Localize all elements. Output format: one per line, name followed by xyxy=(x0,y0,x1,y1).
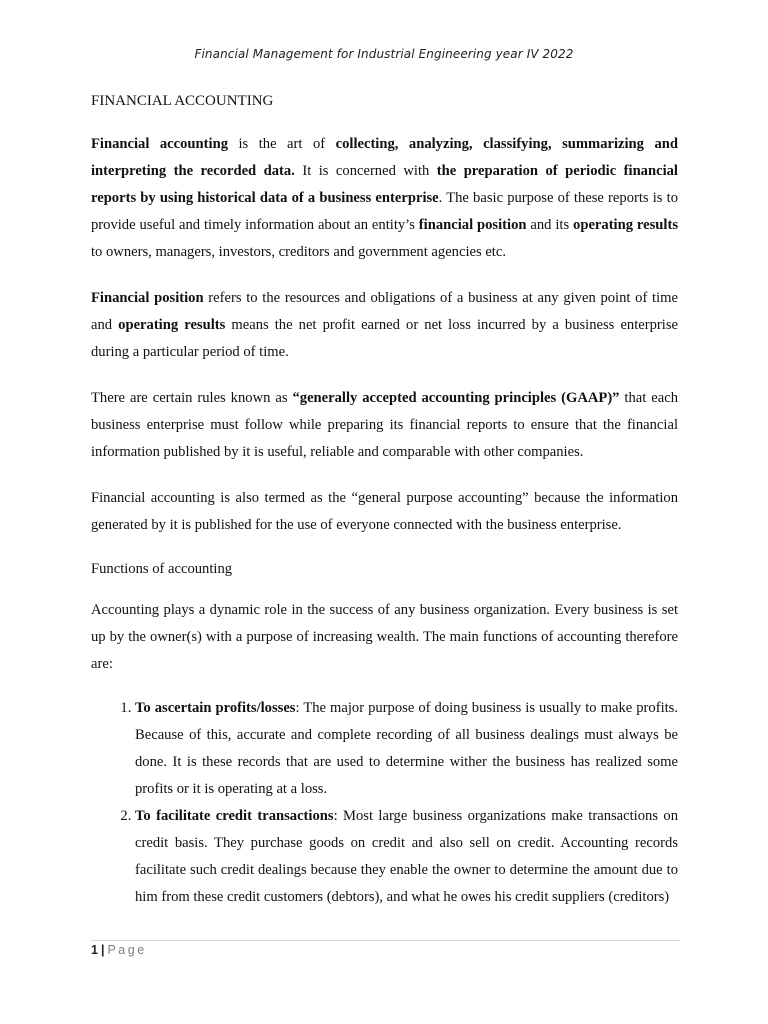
bold-term: Financial position xyxy=(91,290,204,306)
bold-term: the preparation of periodic financial reports by using historical data of a business enterprise xyxy=(91,163,678,206)
bold-term: “generally accepted accounting principles (GAAP)” xyxy=(292,390,620,406)
paragraph-general-purpose: Financial accounting is also termed as the “general purpose accounting” because the information generated by it is published for the use of everyone connected with the business enterprise. xyxy=(91,490,678,533)
bold-term: collecting, analyzing, classifying, summarizing and interpreting the recorded data. xyxy=(91,136,679,179)
paragraph-definition: Financial accounting is the art of collecting, analyzing, classifying, summarizing and interpreting the recorded data. It is concerned with the preparation of periodic financial reports by using historical data of a business enterprise. The basic purpose of these reports is to provide useful and timely information about an entity’s financial position and its operating results to owners, managers, investors, creditors and government agencies etc. xyxy=(91,136,679,260)
list-item-body: : Most large business organizations make transactions on credit basis. They purchase goods on credit and also sell on credit. Accounting records facilitate such credit dealings because they enable the owner to determine the amount due to him from these credit customers (debtors), and what he owes his credit suppliers (creditors) xyxy=(135,808,678,905)
running-header: Financial Management for Industrial Engineering year IV 2022 xyxy=(194,47,574,61)
bold-term: financial position xyxy=(418,217,527,233)
bold-term: Financial accounting xyxy=(91,136,228,152)
list-item-title: To ascertain profits/losses xyxy=(135,700,296,716)
paragraph-financial-position: Financial position refers to the resources and obligations of a business at any given point of time and operating results means the net profit earned or net loss incurred by a business enterprise during a particular period of time. xyxy=(91,290,678,360)
paragraph-functions-intro: Accounting plays a dynamic role in the success of any business organization. Every business is set up by the owner(s) with a purpose of increasing wealth. The main functions of accounting therefore are: xyxy=(91,602,678,672)
subheading-functions: Functions of accounting xyxy=(91,561,233,577)
list-item-title: To facilitate credit transactions xyxy=(135,808,334,824)
footer-divider xyxy=(91,940,680,941)
footer-separator: | xyxy=(100,943,105,957)
list-item xyxy=(135,803,678,911)
bold-term: operating results xyxy=(118,317,226,333)
page-label: Page xyxy=(107,943,147,957)
section-heading: FINANCIAL ACCOUNTING xyxy=(91,93,274,109)
page-number: 1 xyxy=(91,943,98,957)
list-item-body: : The major purpose of doing business is usually to make profits. Because of this, accurate and complete recording of all business dealings must always be done. It is these records that are used to determine wither the business has realized some profits or it is operating at a loss. xyxy=(135,700,679,797)
page-footer xyxy=(91,943,147,957)
bold-term: operating results xyxy=(573,217,678,233)
paragraph-gaap: There are certain rules known as “generally accepted accounting principles (GAAP)” that each business enterprise must follow while preparing its financial reports to ensure that the financial information published by it is useful, reliable and comparable with other companies. xyxy=(91,390,678,460)
functions-list xyxy=(91,695,678,911)
list-item xyxy=(135,695,678,803)
document-body xyxy=(91,90,678,911)
